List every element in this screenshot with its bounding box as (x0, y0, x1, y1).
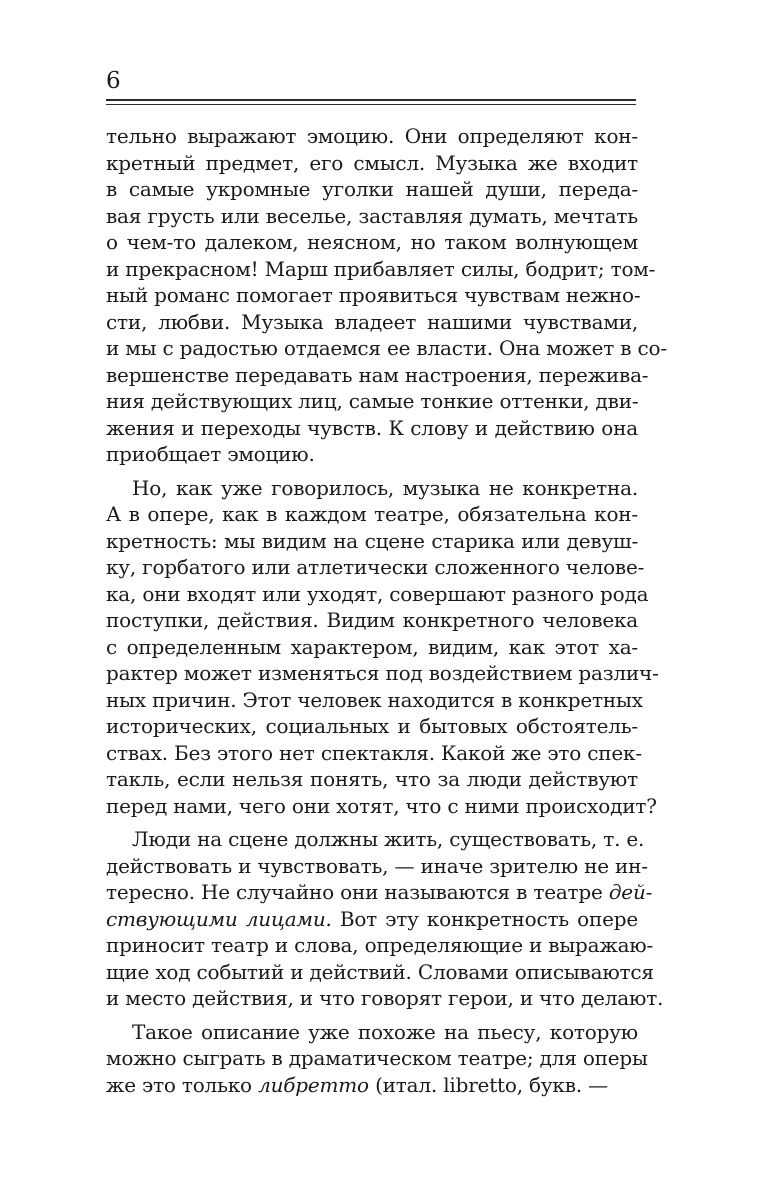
paragraph (106, 123, 667, 468)
text-run: кретный предмет, его смысл. Музыка же входит (106, 150, 638, 175)
text-line (106, 932, 654, 959)
text-run: А в опере, как в каждом театре, обязательна кон- (106, 502, 638, 526)
text-line (106, 309, 638, 336)
text-line (106, 475, 638, 502)
paragraph (106, 475, 659, 820)
text-line (106, 687, 643, 714)
text-run: приносит театр и слова, определяющие и выражаю- (106, 933, 654, 957)
text-run: же это только (106, 1072, 259, 1097)
text-line (106, 879, 653, 906)
text-run: исторических, социальных и бытовых обстоятель- (106, 714, 638, 738)
text-line (106, 203, 638, 230)
text-run: приобщает эмоцию. (106, 442, 315, 466)
text-run: такль, если нельзя понять, что за люди действуют (106, 767, 638, 791)
text-run: ный романс помогает проявиться чувствам нежно- (106, 283, 641, 307)
text-line (106, 581, 649, 608)
text-run: можно сыграть в драматическом театре; для оперы (106, 1046, 648, 1070)
text-line (106, 388, 638, 415)
text-line (106, 256, 656, 283)
text-line (106, 1045, 648, 1072)
text-run: тересно. Не случайно они называются в театре (106, 880, 609, 904)
text-run: Такое описание уже похоже на пьесу, которую (132, 1019, 638, 1044)
text-run: действовать и чувствовать, — иначе зрителю не ин- (106, 853, 648, 878)
text-run: о чем-то далеком, неясном, но таком волнующем (106, 230, 638, 254)
text-run: поступки, действия. Видим конкретного человека (106, 608, 638, 632)
italic-term: дей- (608, 880, 653, 904)
text-line (106, 335, 667, 362)
text-run: ка, они входят или уходят, совершают разного рода (106, 581, 649, 606)
text-run: и место действия, и что говорят герои, и что делают. (106, 986, 664, 1010)
text-line (106, 906, 638, 933)
text-run: рактер может изменяться под воздействием различ- (106, 661, 659, 685)
text-run: ния действующих лиц, самые тонкие оттенки, дви- (106, 389, 639, 413)
text-line (106, 959, 654, 986)
text-line (106, 554, 645, 581)
text-line (106, 740, 642, 767)
text-run: сти, любви. Музыка владеет нашими чувствами, (106, 309, 638, 334)
text-run: жения и переходы чувств. К слову и действию она (106, 415, 638, 440)
text-run: кретность: мы видим на сцене старика или девуш- (106, 528, 638, 553)
paragraph-gap (106, 1012, 638, 1019)
text-run: (итал. libretto, букв. — (368, 1072, 608, 1097)
text-run: Вот эту конкретность опере (331, 906, 639, 931)
text-line (106, 282, 641, 309)
text-line (106, 793, 657, 820)
text-line (106, 176, 638, 203)
text-run: щие ход событий и действий. Словами описываются (106, 959, 654, 984)
text-run: ствах. Без этого нет спектакля. Какой же это спек- (106, 740, 642, 765)
text-line (106, 501, 638, 528)
paragraph-gap (106, 468, 638, 475)
text-line (106, 150, 638, 177)
text-run: Но, как уже говорилось, музыка не конкретна. (132, 475, 638, 500)
text-run: вершенстве передавать нам настроения, пережива- (106, 362, 649, 387)
text-line (106, 660, 659, 687)
text-run: тельно выражают эмоцию. Они определяют кон- (106, 124, 638, 148)
text-run: ных причин. Этот человек находится в конкретных (106, 687, 643, 712)
text-line (106, 607, 638, 634)
text-run: ку, горбатого или атлетически сложенного челове- (106, 555, 645, 579)
text-line (106, 229, 638, 256)
text-line (106, 123, 638, 150)
text-line (106, 1072, 638, 1099)
text-line (106, 713, 638, 740)
text-run: вая грусть или веселье, заставляя думать, мечтать (106, 203, 638, 228)
text-line (106, 528, 638, 555)
text-line (106, 826, 645, 853)
text-run: с определенным характером, видим, как этот ха- (106, 634, 638, 659)
italic-term: ствующими лицами. (106, 906, 332, 931)
text-run: в самые укромные уголки нашей души, переда- (106, 177, 638, 201)
text-line (106, 415, 638, 442)
paragraph-gap (106, 819, 638, 826)
text-run: и прекрасном! Марш прибавляет силы, бодрит; том- (106, 256, 656, 281)
paragraph (106, 1019, 648, 1099)
italic-term: либретто (258, 1072, 369, 1097)
text-line (106, 853, 648, 880)
text-run: и мы с радостью отдаемся ее власти. Она может в со- (106, 336, 667, 360)
paragraph (106, 826, 664, 1012)
text-run: Люди на сцене должны жить, существовать, т. е. (132, 827, 645, 851)
text-line (106, 362, 649, 389)
text-line (106, 634, 638, 661)
text-line (106, 766, 638, 793)
text-run: перед нами, чего они хотят, что с ними происходит? (106, 793, 657, 818)
text-line (106, 441, 638, 468)
page-number: 6 (106, 68, 121, 94)
text-line (106, 985, 664, 1012)
text-line (106, 1019, 638, 1046)
header-rule (106, 99, 636, 105)
text-body (106, 123, 667, 1098)
